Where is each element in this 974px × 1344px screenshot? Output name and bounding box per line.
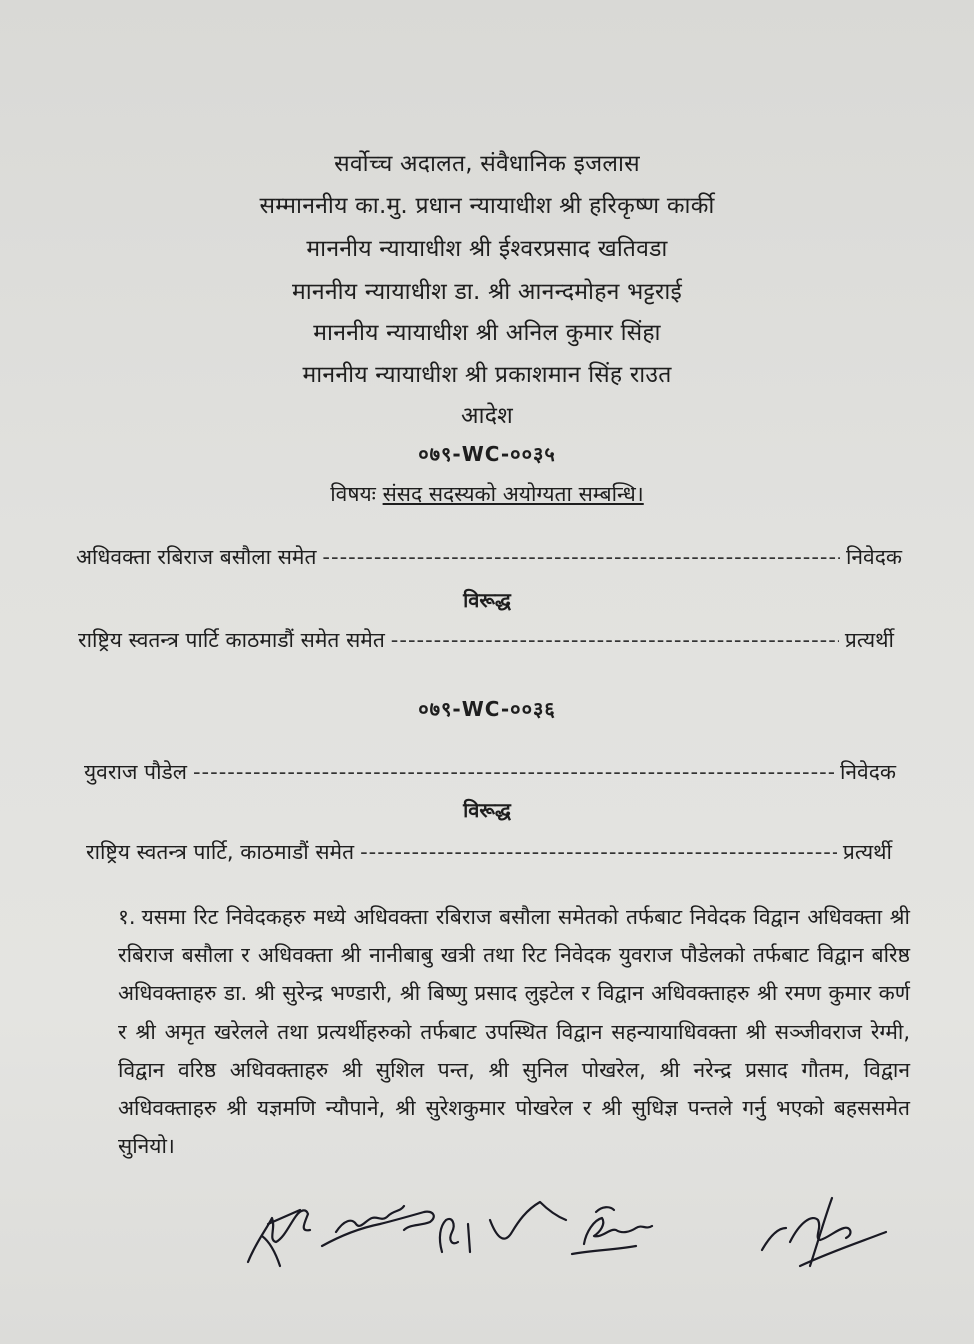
signature-3 — [440, 1202, 566, 1252]
court-title: सर्वोच्च अदालत, संवैधानिक इजलास — [334, 151, 640, 177]
signature-5 — [762, 1198, 886, 1266]
case-number-2: ०७९-WC-००३६ — [418, 697, 556, 721]
case2-petitioner-row — [84, 758, 896, 786]
case2-respondent-row — [86, 838, 892, 866]
subject-label: विषयः — [330, 482, 376, 506]
case1-respondent-row — [78, 626, 894, 654]
order-label: आदेश — [461, 403, 513, 429]
case1-petitioner-name: अधिवक्ता रबिराज बसौला समेत — [76, 545, 317, 569]
subject-value: संसद सदस्यको अयोग्यता सम्बन्धि। — [382, 482, 644, 506]
paragraph-number: १. — [118, 905, 136, 929]
dotted-leader — [360, 840, 837, 864]
case1-petitioner-role: निवेदक — [845, 545, 902, 569]
case1-respondent-role: प्रत्यर्थी — [844, 628, 894, 652]
case2-respondent-name: राष्ट्रिय स्वतन्त्र पार्टि, काठमाडौं समेत — [86, 840, 355, 864]
signature-4 — [572, 1207, 652, 1254]
case1-petitioner-row — [76, 543, 902, 571]
justice-line-1: सम्माननीय का.मु. प्रधान न्यायाधीश श्री हरिकृष्ण कार्की — [259, 193, 715, 219]
case2-versus: विरूद्ध — [463, 798, 511, 822]
signature-1 — [248, 1210, 310, 1266]
signature-2 — [322, 1206, 434, 1246]
case2-respondent-role: प्रत्यर्थी — [842, 840, 892, 864]
case2-petitioner-name: युवराज पौडेल — [84, 760, 187, 784]
case1-respondent-name: राष्ट्रिय स्वतन्त्र पार्टि काठमाडौं समेत समेत — [78, 628, 385, 652]
justice-line-2: माननीय न्यायाधीश श्री ईश्वरप्रसाद खतिवडा — [306, 236, 668, 262]
order-paragraph — [118, 898, 910, 1165]
case2-petitioner-role: निवेदक — [839, 760, 896, 784]
signatures — [0, 1180, 974, 1344]
case-number-1: ०७९-WC-००३५ — [418, 442, 556, 466]
dotted-leader — [322, 545, 840, 569]
case1-versus: विरूद्ध — [463, 588, 511, 612]
justice-line-3: माननीय न्यायाधीश डा. श्री आनन्दमोहन भट्टराई — [292, 279, 682, 305]
case-subject — [0, 480, 974, 508]
dotted-leader — [193, 760, 834, 784]
justice-line-4: माननीय न्यायाधीश श्री अनिल कुमार सिंहा — [313, 320, 661, 346]
justice-line-5: माननीय न्यायाधीश श्री प्रकाशमान सिंह राउत — [302, 362, 672, 388]
paragraph-text: यसमा रिट निवेदकहरु मध्ये अधिवक्ता रबिराज बसौला समेतको तर्फबाट निवेदक विद्वान अधिवक्ता श्री रबिराज बसौला र अधिवक्ता श्री नानीबाबु खत्री तथा रिट निवेदक युवराज पौडेलको तर्फबाट विद्वान बरिष्ठ अधिवक्ताहरु डा. श्री सुरेन्द्र भण्डारी, श्री बिष्णु प्रसाद लुइटेल र विद्वान अधिवक्ताहरु श्री रमण कुमार कर्ण र श्री अमृत खरेलले तथा प्रत्यर्थीहरुको तर्फबाट उपस्थित विद्वान सहन्यायाधिवक्ता श्री सञ्जीवराज रेग्मी, विद्वान वरिष्ठ अधिवक्ताहरु श्री सुशिल पन्त, श्री सुनिल पोखरेल, श्री नरेन्द्र प्रसाद गौतम, विद्वान अधिवक्ताहरु श्री यज्ञमणि न्यौपाने, श्री सुरेशकुमार पोखरेल र श्री सुधिज्ञ पन्तले गर्नु भएको बहससमेत सुनियो। — [118, 905, 910, 1159]
dotted-leader — [391, 628, 839, 652]
